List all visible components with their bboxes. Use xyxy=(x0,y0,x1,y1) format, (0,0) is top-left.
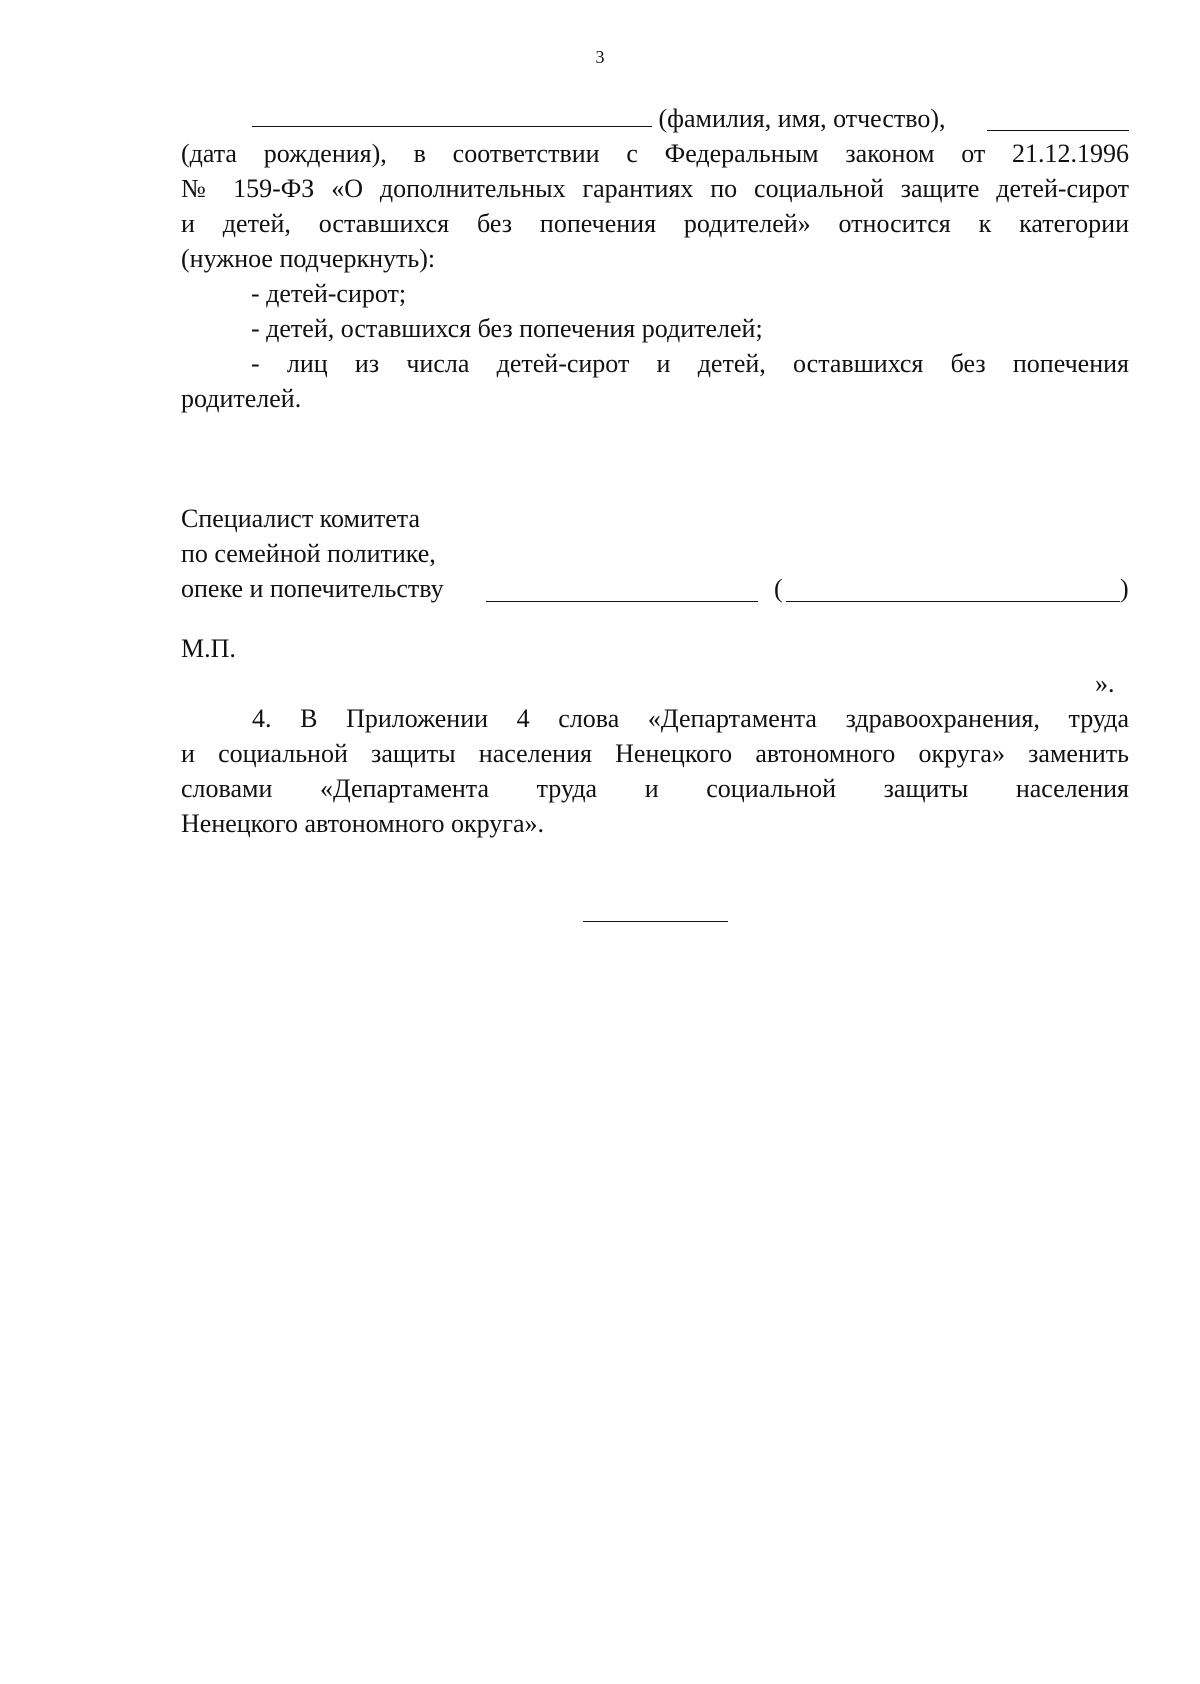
closing-quote: ». xyxy=(1095,669,1115,698)
signature-line3: опеке и попечительству xyxy=(181,574,444,603)
close-paren: ) xyxy=(1120,574,1129,603)
signature-blank xyxy=(486,601,758,602)
page-number: 3 xyxy=(595,47,605,67)
category-persons-from-orphans: - лиц из числа детей-сирот и детей, оставшихся без попечения xyxy=(251,349,1129,378)
paragraph4-line4: Ненецкого автономного округа». xyxy=(181,809,544,838)
paragraph4-line3: словами «Департамента труда и социальной защиты населения xyxy=(181,774,1129,803)
paragraph4-line2: и социальной защиты населения Ненецкого автономного округа» заменить xyxy=(181,739,1129,768)
fio-caption: (фамилия, имя, отчество), xyxy=(658,104,946,133)
signature-line1: Специалист комитета xyxy=(181,504,420,533)
paragraph4-line1: 4. В Приложении 4 слова «Департамента здравоохранения, труда xyxy=(252,704,1129,733)
fio-blank xyxy=(252,102,652,127)
end-rule xyxy=(583,921,728,922)
fio-line xyxy=(252,102,1129,136)
name-blank xyxy=(786,601,1120,602)
category-persons-continuation: родителей. xyxy=(181,384,302,413)
open-paren: ( xyxy=(774,574,783,603)
birthdate-blank xyxy=(987,106,1129,131)
paragraph1-line4: и детей, оставшихся без попечения родителей» относится к категории xyxy=(181,209,1129,238)
signature-line2: по семейной политике, xyxy=(181,539,436,568)
paragraph1-line5: (нужное подчеркнуть): xyxy=(181,244,436,273)
category-orphans: - детей-сирот; xyxy=(251,279,407,308)
paragraph1-line3: № 159-ФЗ «О дополнительных гарантиях по социальной защите детей-сирот xyxy=(181,174,1129,203)
paragraph1-line2: (дата рождения), в соответствии с Федеральным законом от 21.12.1996 xyxy=(181,139,1129,168)
category-without-care: - детей, оставшихся без попечения родителей; xyxy=(251,314,763,343)
stamp-label: М.П. xyxy=(181,634,236,663)
